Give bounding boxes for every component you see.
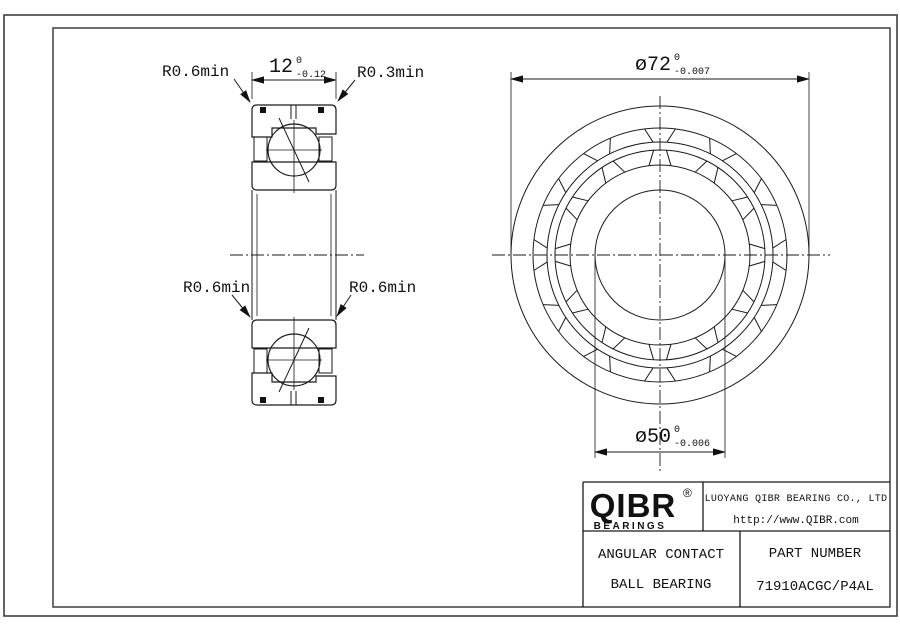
product-name-line1: ANGULAR CONTACT	[597, 547, 725, 563]
logo-wordmark: QIBR	[589, 487, 677, 524]
leader-bottom-left	[232, 295, 250, 317]
bore-tolerance-upper: 0	[674, 425, 681, 436]
bore-tolerance-lower: -0.006	[674, 439, 711, 450]
title-block	[583, 482, 890, 607]
od-tolerance-lower: -0.007	[674, 67, 711, 78]
od-tolerance-upper: 0	[674, 53, 681, 64]
radius-label-bottom-right: R0.6min	[349, 279, 417, 297]
logo	[590, 486, 692, 532]
product-name-line2: BALL BEARING	[610, 577, 712, 593]
radius-label-top-right: R0.3min	[357, 64, 425, 82]
seal-notch-right	[318, 107, 324, 113]
ball-top-centerlines	[266, 120, 322, 193]
cage-top-right	[319, 137, 332, 161]
outer-ring-bottom-split	[291, 391, 296, 405]
seal-notch-bottom-left	[260, 397, 266, 403]
width-dimension-value: 12	[268, 56, 293, 79]
part-number-value: 71910ACGC/P4AL	[756, 579, 874, 595]
cage-bottom-left	[254, 349, 267, 373]
width-tolerance-lower: -0.12	[296, 70, 327, 81]
company-name: LUOYANG QIBR BEARING CO., LTD	[704, 494, 888, 505]
cage-top-left	[254, 137, 267, 161]
radius-label-top-left: R0.6min	[162, 63, 230, 81]
outer-ring-top-split	[291, 105, 296, 119]
dimension-width	[252, 56, 336, 99]
leader-bottom-right	[337, 295, 351, 316]
front-view	[492, 96, 830, 472]
logo-subtext: BEARINGS	[593, 521, 667, 532]
leader-top-left	[234, 79, 250, 102]
ball-bottom-centerlines	[266, 317, 322, 390]
radius-label-bottom-left: R0.6min	[183, 279, 251, 297]
registered-trademark-icon: ®	[683, 486, 692, 500]
bore-dimension-value: ø50	[634, 426, 671, 449]
od-dimension-value: ø72	[634, 54, 671, 77]
leader-top-right	[338, 80, 355, 101]
section-view	[230, 105, 364, 405]
seal-notch-left	[260, 107, 266, 113]
width-tolerance-upper: 0	[296, 56, 303, 67]
seal-notch-bottom-right	[318, 397, 324, 403]
company-website: http://www.QIBR.com	[733, 515, 859, 527]
part-number-label: PART NUMBER	[768, 546, 862, 562]
cage-bottom-right	[319, 349, 332, 373]
